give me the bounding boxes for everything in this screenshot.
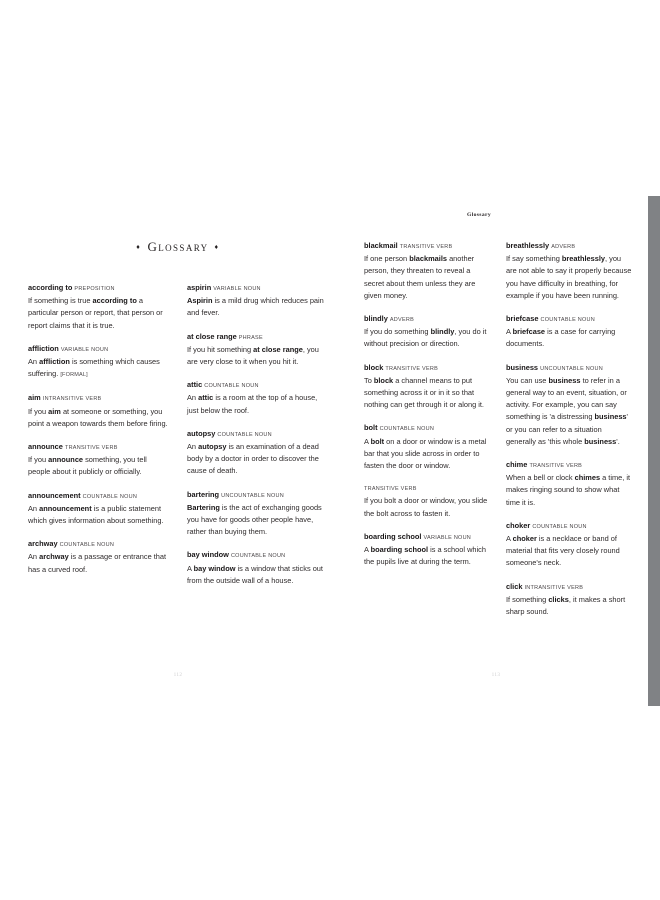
entry-part-of-speech: COUNTABLE NOUN [379,426,435,433]
entry-part-of-speech: ADVERB [551,244,576,250]
entry-headword: bay window [187,550,229,560]
dictionary-entry [506,459,632,509]
entry-headword: aim [28,393,41,403]
entry-headword: block [364,362,384,372]
entry-definition: If say something breathlessly, you are not able to say it properly because you have difficulty in breathing, for example if you have been running. [506,254,632,300]
entry-part-of-speech: TRANSITIVE VERB [364,486,417,493]
dictionary-entry [506,362,632,448]
entry-headword: announce [28,442,63,452]
entry-headword: breathlessly [506,241,550,250]
entry-headword: business [506,362,539,372]
entry-headword: chime [506,460,528,470]
entry-definition: If you bolt a door or window, you slide the bolt across to fasten it. [364,496,488,518]
dictionary-entry [506,520,632,570]
entry-definition: A bolt on a door or window is a metal bar that you slide across in order to fasten the door or window. [364,436,487,471]
entry-definition: If something is true according to a particular person or report, that person or report claims that it is true. [28,296,163,330]
entry-definition: Aspirin is a mild drug which reduces pain and fever. [187,296,324,318]
entry-definition: If you do something blindly, you do it without precision or direction. [364,327,487,349]
dictionary-entry [364,422,490,472]
entry-headword: boarding school [364,531,422,541]
entry-definition: If you aim at someone or something, you point a weapon towards them before firing. [28,406,168,428]
entry-definition: An affliction is something which causes suffering. [FORMAL] [28,357,160,379]
left-page-columns [28,282,328,587]
entry-part-of-speech: PREPOSITION [74,286,115,292]
entry-definition: A bay window is a window that sticks out from the outside wall of a house. [187,563,323,585]
glossary-title-text: Glossary [147,239,209,254]
dictionary-entry [28,392,169,430]
entry-headword: autopsy [187,428,216,438]
entry-definition: A briefcase is a case for carrying documents. [506,327,616,349]
dictionary-entry [364,240,490,302]
entry-definition: If something clicks, it makes a short sharp sound. [506,594,626,617]
dictionary-entry [364,531,490,569]
right-page [364,240,632,618]
dictionary-entry [364,483,490,520]
entry-part-of-speech: INTRANSITIVE VERB [524,584,584,591]
entry-headword: blackmail [364,241,398,250]
entry-part-of-speech: COUNTABLE NOUN [59,542,115,549]
entry-definition: A choker is a necklace or band of material that fits very closely round someone's neck. [506,534,620,568]
diamond-ornament-right-icon: ♦ [214,243,220,252]
dictionary-entry [28,441,169,479]
dictionary-entry [28,282,169,332]
diamond-ornament-left-icon: ♦ [136,243,142,252]
folio-left: 112 [173,672,183,678]
entry-part-of-speech: COUNTABLE NOUN [217,431,272,438]
folio-right: 113 [491,672,501,678]
glossary-title [28,240,328,254]
entry-part-of-speech: COUNTABLE NOUN [532,523,587,530]
register-label: [FORMAL] [60,372,88,379]
dictionary-entry [506,240,632,302]
entry-headword: blindly [364,314,388,324]
dictionary-entry [506,313,632,351]
entry-part-of-speech: COUNTABLE NOUN [230,553,286,560]
entry-part-of-speech: PHRASE [238,334,263,341]
dictionary-entry [187,428,328,478]
entry-part-of-speech: VARIABLE NOUN [213,286,261,292]
entry-part-of-speech: TRANSITIVE VERB [399,244,453,250]
entry-definition: If you hit something at close range, you are very close to it when you hit it. [187,344,319,367]
entry-part-of-speech: TRANSITIVE VERB [385,365,439,372]
entry-headword: archway [28,539,58,549]
left-page-column-1 [28,282,169,587]
entry-definition: An archway is a passage or entrance that has a curved roof. [28,552,167,574]
dictionary-entry [364,362,490,412]
entry-headword: at close range [187,331,237,341]
left-page [28,240,328,587]
dictionary-entry [28,343,169,382]
entry-headword: attic [187,380,203,390]
entry-part-of-speech: COUNTABLE NOUN [204,383,259,390]
entry-definition: If you announce something, you tell people about it publicly or officially. [28,455,147,477]
entry-part-of-speech: VARIABLE NOUN [423,534,472,541]
entry-part-of-speech: ADVERB [389,317,415,324]
entry-headword: affliction [28,343,59,353]
entry-definition: An autopsy is an examination of a dead body by a doctor in order to discover the cause of death. [187,442,319,476]
entry-part-of-speech: UNCOUNTABLE NOUN [221,492,284,499]
dictionary-entry [28,538,169,576]
entry-part-of-speech: TRANSITIVE VERB [64,445,118,452]
running-head: Glossary [467,212,491,218]
dictionary-entry [28,490,169,528]
entry-definition: An announcement is a public statement which gives information about something. [28,503,164,526]
entry-headword: briefcase [506,314,539,324]
entry-headword: aspirin [187,283,212,292]
dictionary-entry [187,379,328,417]
entry-definition: To block a channel means to put something across it or in it so that nothing can get through it or along it. [364,375,484,410]
entry-part-of-speech: UNCOUNTABLE NOUN [540,365,603,372]
entry-part-of-speech: INTRANSITIVE VERB [42,396,102,403]
dictionary-entry [187,489,328,539]
dictionary-entry [506,581,632,619]
dictionary-entry [187,331,328,369]
left-page-column-2 [187,282,328,587]
entry-headword: choker [506,520,531,530]
entry-headword: click [506,581,523,591]
right-page-column-1 [364,240,490,618]
right-page-columns [364,240,632,618]
right-page-column-2 [506,240,632,618]
entry-headword: bolt [364,423,378,433]
entry-definition: A boarding school is a school which the pupils live at during the term. [364,545,486,567]
entry-headword: according to [28,283,73,292]
entry-definition: If one person blackmails another person, they threaten to reveal a secret about them unless they are given money. [364,254,476,300]
entry-part-of-speech: TRANSITIVE VERB [529,463,583,470]
entry-headword: bartering [187,489,220,499]
page-edge-bar [648,196,660,706]
dictionary-entry [187,282,328,320]
entry-definition: When a bell or clock chimes a time, it makes ringing sound to show what time it is. [506,473,631,507]
entry-definition: You can use business to refer in a general way to an event, situation, or activity. For example, you can say something is 'a distressing business' or you can refer to a situation generally as 'this whole business'. [506,375,628,446]
dictionary-entry [364,313,490,351]
entry-headword: announcement [28,490,81,500]
dictionary-entry [187,549,328,587]
entry-part-of-speech: COUNTABLE NOUN [82,493,138,500]
entry-definition: An attic is a room at the top of a house, just below the roof. [187,393,318,415]
entry-definition: Bartering is the act of exchanging goods you have for goods other people have, rather than buying them. [187,502,322,537]
entry-part-of-speech: VARIABLE NOUN [60,346,109,353]
entry-part-of-speech: COUNTABLE NOUN [540,317,595,324]
